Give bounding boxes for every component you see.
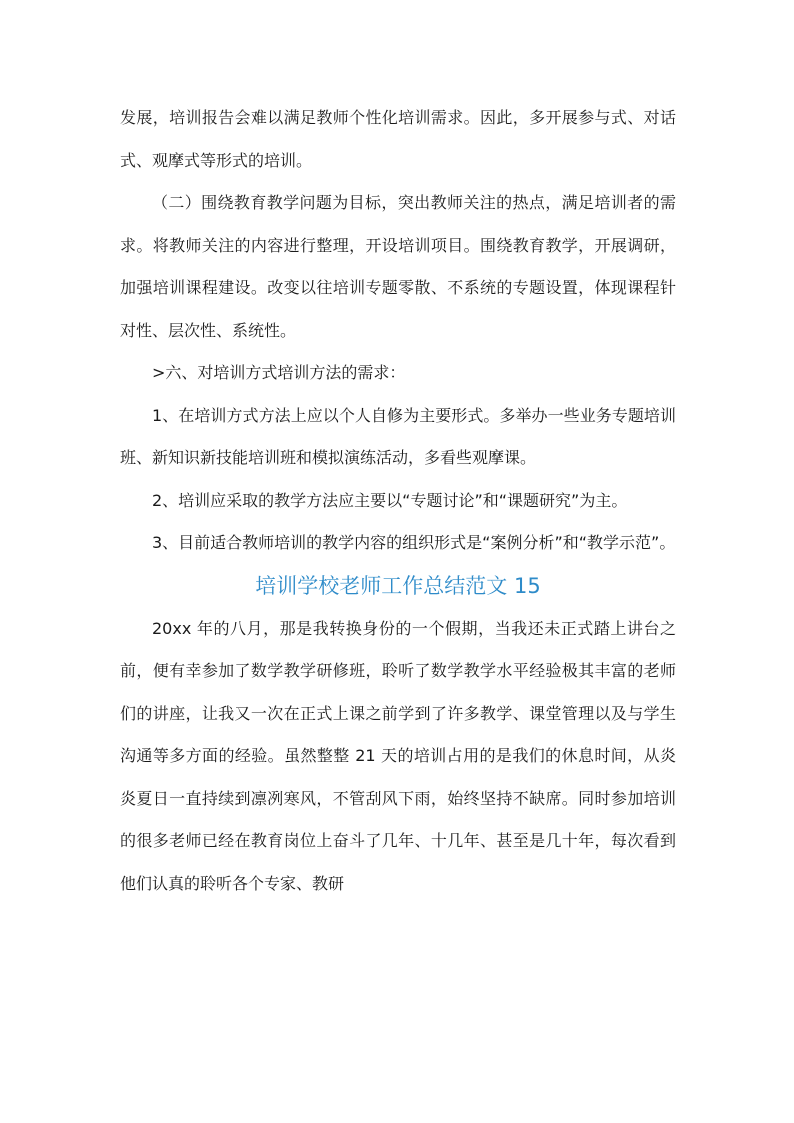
paragraph-summary-body: 20xx 年的八月，那是我转换身份的一个假期，当我还未正式踏上讲台之前，便有幸参加了数学教学研修班，聆听了数学教学水平经验极其丰富的老师们的讲座，让我又一次在正式上课之前学到了许多教学、课堂管理以及与学生沟通等多方面的经验。虽然整整 21 天的培训占用的是我们的休息时间，从炎炎夏日一直持续到凛冽寒风，不管刮风下雨，始终坚持不缺席。同时参加培训的很多老师已经在教育岗位上奋斗了几年、十几年、甚至是几十年，每次看到他们认真的聆听各个专家、教研 xyxy=(120,618,676,893)
paragraph-continuation: 发展，培训报告会难以满足教师个性化培训需求。因此，多开展参与式、对话式、观摩式等形式的培训。 xyxy=(120,108,676,170)
section-heading: 培训学校老师工作总结范文 15 xyxy=(255,573,541,598)
paragraph-section-six-title: >六、对培训方式培训方法的需求： xyxy=(152,363,406,382)
paragraph-item-2: 2、培训应采取的教学方法应主要以“专题讨论”和“课题研究”为主。 xyxy=(152,490,628,510)
paragraph-point-two: （二）围绕教育教学问题为目标，突出教师关注的热点，满足培训者的需求。将教师关注的内容进行整理，开设培训项目。围绕教育教学，开展调研，加强培训课程建设。改变以往培训专题零散、不系统的专题设置，体现课程针对性、层次性、系统性。 xyxy=(120,193,676,340)
paragraph-item-3: 3、目前适合教师培训的教学内容的组织形式是“案例分析”和“教学示范”。 xyxy=(152,533,676,552)
paragraph-item-1: 1、在培训方式方法上应以个人自修为主要形式。多举办一些业务专题培训班、新知识新技能培训班和模拟演练活动，多看些观摩课。 xyxy=(120,405,676,467)
document-body xyxy=(120,97,676,905)
